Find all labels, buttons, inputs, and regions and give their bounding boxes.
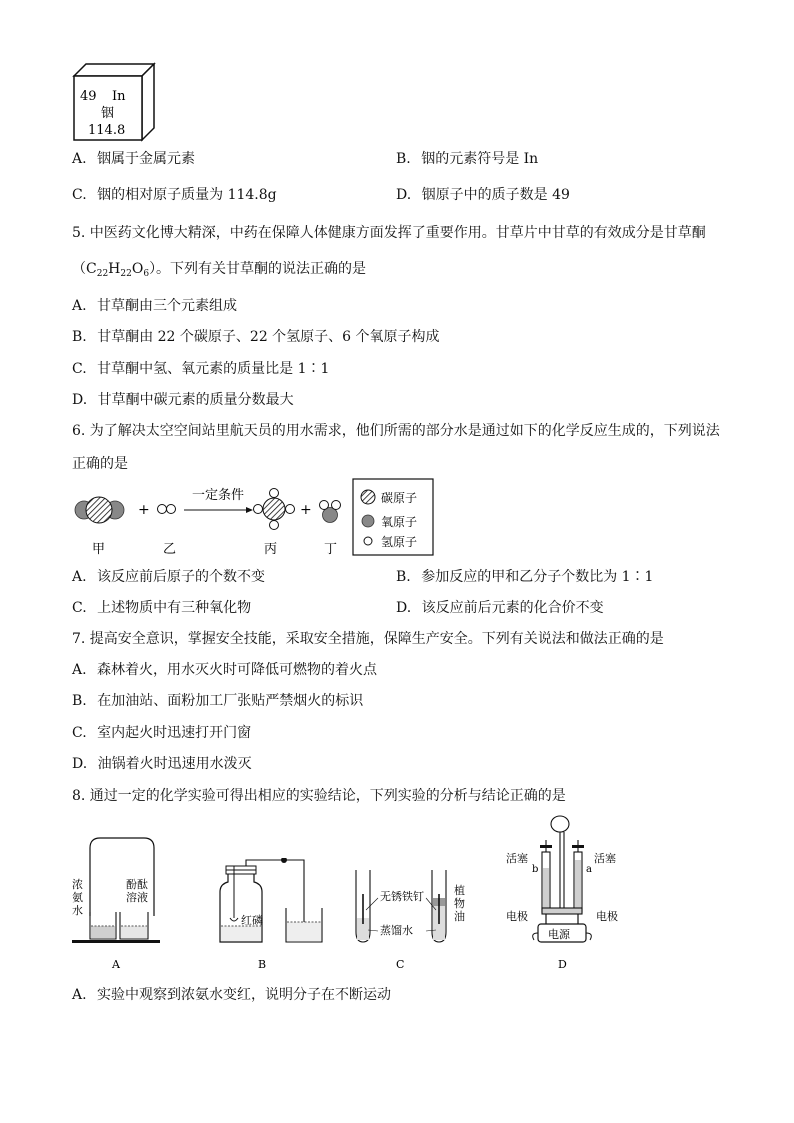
q7-stem: 7. 提高安全意识，掌握安全技能，采取安全措施，保障生产安全。下列有关说法和做法正确的是	[72, 631, 664, 647]
element-name: 铟	[101, 106, 115, 121]
label-yi: 乙	[163, 542, 177, 557]
q6-stem-line2: 正确的是	[72, 456, 128, 472]
q6-option-d[interactable]: D. 该反应前后元素的化合价不变	[396, 600, 604, 616]
carbon-atom	[263, 498, 285, 520]
figure-a	[68, 828, 168, 974]
q6-option-c[interactable]: C. 上述物质中有三种氧化物	[72, 600, 252, 616]
hydrogen-atom	[254, 505, 263, 514]
hydrogen-atom	[167, 505, 176, 514]
element-card	[70, 60, 162, 144]
q4-option-c[interactable]: C. 铟的相对原子质量为 114.8g	[72, 187, 277, 203]
svg-text:a: a	[586, 864, 592, 875]
plus-sign: +	[138, 502, 150, 518]
svg-text:酚酞: 酚酞	[126, 878, 148, 891]
svg-text:氨: 氨	[72, 891, 83, 904]
electrode-label-left: 电极	[506, 910, 528, 923]
q4-option-a[interactable]: A. 铟属于金属元素	[72, 151, 196, 167]
figure-a-caption: A	[112, 958, 120, 971]
q5-option-c[interactable]: C. 甘草酮中氢、氧元素的质量比是 1∶1	[72, 361, 330, 377]
power-label: 电源	[548, 928, 570, 941]
stopcock-label-right: 活塞	[594, 852, 616, 865]
carbon-atom	[86, 497, 112, 523]
q5-formula: $C_{22}H_{22}O_6$	[86, 261, 150, 279]
svg-text:水: 水	[72, 904, 83, 917]
svg-text:浓: 浓	[72, 878, 83, 891]
figure-b	[212, 858, 328, 974]
legend-oxygen: 氧原子	[381, 515, 418, 529]
label-ding: 丁	[324, 542, 338, 557]
svg-text:植: 植	[454, 884, 465, 897]
svg-text:物: 物	[454, 897, 465, 910]
q5-stem-line2: $(C_{22}H_{22}O_6)$。下列有关甘草酮的说法正确的是	[72, 261, 367, 279]
hydrogen-atom	[270, 521, 279, 530]
hydrogen-atom	[286, 505, 295, 514]
reaction-diagram	[68, 478, 438, 558]
q6-stem-line1: 6. 为了解决太空空间站里航天员的用水需求，他们所需的部分水是通过如下的化学反应生成的，下列说法	[72, 423, 720, 439]
figure-b-caption: B	[258, 958, 267, 971]
q6-option-a[interactable]: A. 该反应前后原子的个数不变	[72, 569, 266, 585]
figure-d	[504, 812, 654, 974]
svg-text:溶液: 溶液	[126, 891, 148, 904]
q7-option-d[interactable]: D. 油锅着火时迅速用水泼灭	[72, 756, 252, 772]
q5-option-a[interactable]: A. 甘草酮由三个元素组成	[72, 298, 238, 314]
stopcock-label-left: 活塞	[506, 852, 528, 865]
q7-option-c[interactable]: C. 室内起火时迅速打开门窗	[72, 725, 252, 741]
figure-d-caption: D	[558, 958, 567, 971]
reaction-condition: 一定条件	[192, 488, 245, 503]
hydrogen-atom	[320, 501, 329, 510]
legend-hydrogen: 氢原子	[381, 535, 418, 549]
svg-text:b: b	[532, 864, 539, 875]
q8-stem: 8. 通过一定的化学实验可得出相应的实验结论，下列实验的分析与结论正确的是	[72, 788, 566, 804]
red-phosphorus-label: 红磷	[241, 914, 263, 927]
label-jia: 甲	[92, 542, 106, 557]
q7-option-a[interactable]: A. 森林着火，用水灭火时可降低可燃物的着火点	[72, 662, 378, 678]
svg-text:油: 油	[454, 910, 465, 923]
q5-stem-line1: 5. 中医药文化博大精深，中药在保障人体健康方面发挥了重要作用。甘草片中甘草的有效成分是甘草酮	[72, 225, 706, 241]
legend-carbon: 碳原子	[381, 491, 418, 505]
distilled-water-label: 蒸馏水	[380, 924, 413, 937]
element-number: 49	[80, 89, 97, 104]
figure-c	[346, 866, 476, 974]
q7-option-b[interactable]: B. 在加油站、面粉加工厂张贴严禁烟火的标识	[72, 693, 364, 709]
element-symbol: In	[112, 89, 126, 104]
label-bing: 丙	[264, 542, 278, 557]
hydrogen-atom	[270, 489, 279, 498]
electrode-label-right: 电极	[596, 910, 618, 923]
hydrogen-atom	[332, 501, 341, 510]
figure-c-caption: C	[396, 958, 405, 971]
element-mass: 114.8	[88, 123, 126, 138]
rust-free-nail-label: 无锈铁钉	[380, 890, 424, 903]
q5-option-d[interactable]: D. 甘草酮中碳元素的质量分数最大	[72, 392, 294, 408]
q4-option-d[interactable]: D. 铟原子中的质子数是 49	[396, 187, 570, 203]
hydrogen-atom	[158, 505, 167, 514]
plus-sign: +	[300, 502, 312, 518]
q8-option-a[interactable]: A. 实验中观察到浓氨水变红，说明分子在不断运动	[72, 987, 392, 1003]
q4-option-b[interactable]: B. 铟的元素符号是 In	[396, 151, 539, 167]
q5-option-b[interactable]: B. 甘草酮由 22 个碳原子、22 个氢原子、6 个氧原子构成	[72, 329, 440, 345]
q6-option-b[interactable]: B. 参加反应的甲和乙分子个数比为 1∶1	[396, 569, 654, 585]
